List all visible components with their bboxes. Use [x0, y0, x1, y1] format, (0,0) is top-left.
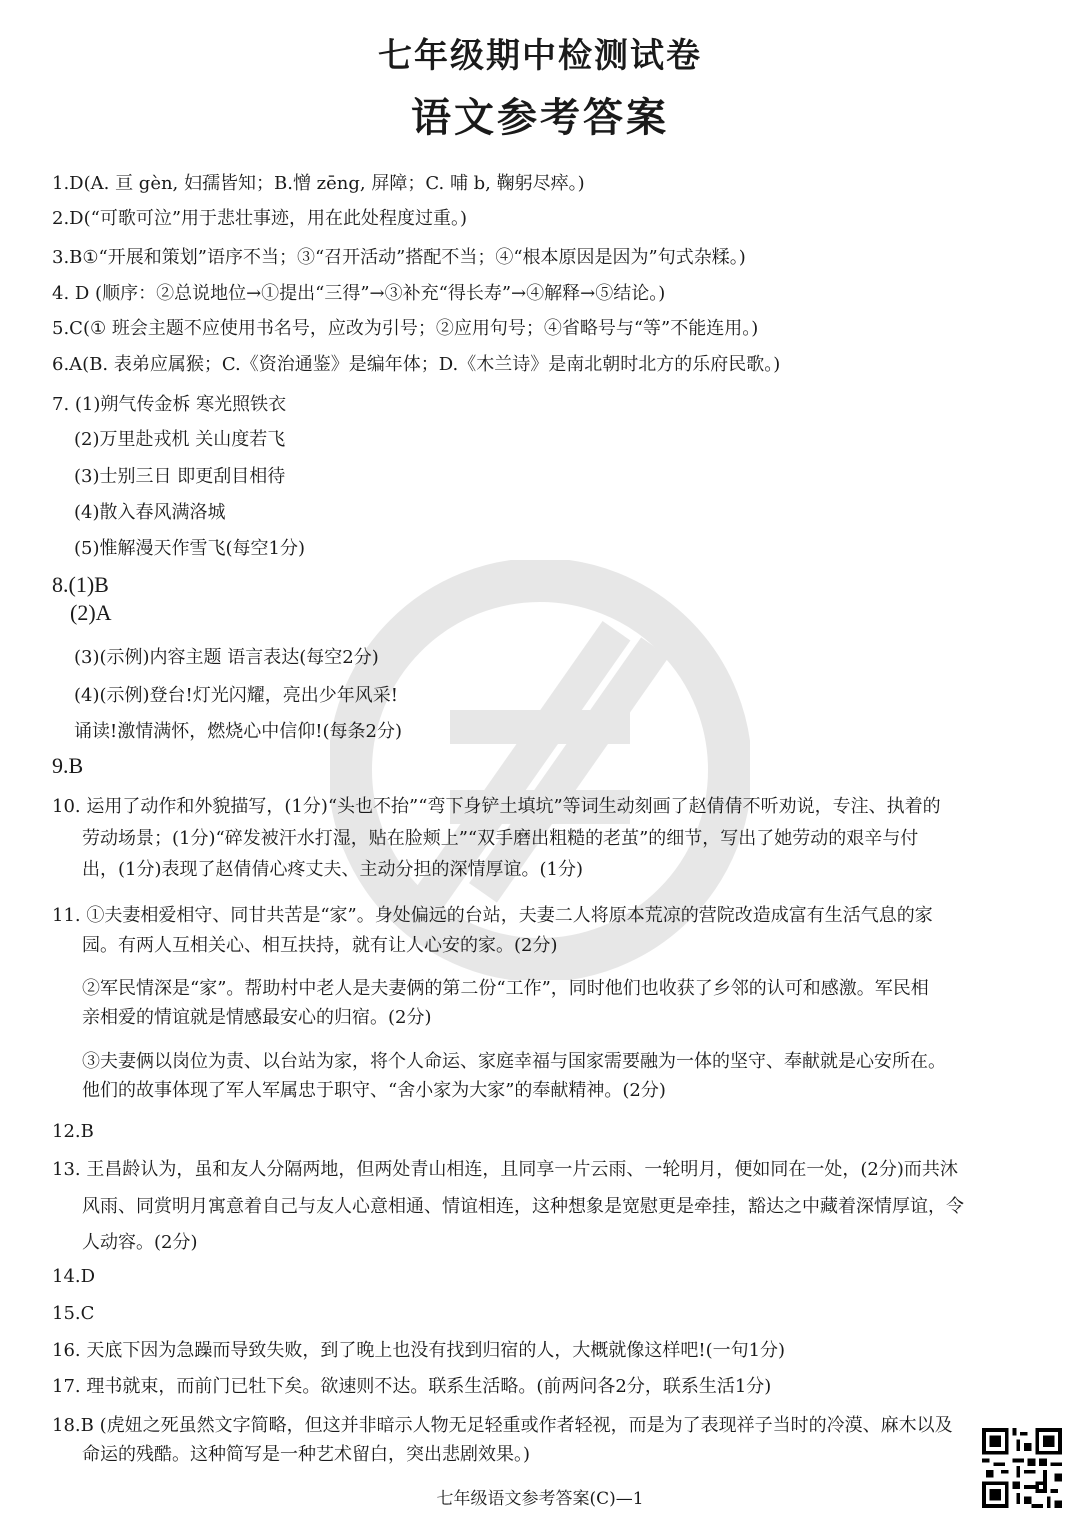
answer-3: 3.B①“开展和策划”语序不当；③“召开活动”搭配不当；④“根本原因是因为”句式杂糅。)	[52, 247, 746, 268]
answer-7-5: (5)惟解漫天作雪飞(每空1分)	[74, 538, 305, 559]
answer-10-line1: 10. 运用了动作和外貌描写，(1分)“头也不抬”“弯下身铲土填坑”等词生动刻画了赵倩倩不听劝说，专注、执着的	[52, 796, 941, 817]
answer-12: 12.B	[52, 1121, 94, 1142]
answer-15: 15.C	[52, 1303, 95, 1324]
answer-11-line4: 亲相爱的情谊就是情感最安心的归宿。(2分)	[82, 1007, 432, 1028]
answer-11-line3: ②军民情深是“家”。帮助村中老人是夫妻俩的第二份“工作”，同时他们也收获了乡邻的认可和感激。军民相	[82, 978, 929, 999]
qr-code-icon[interactable]	[982, 1428, 1062, 1508]
answer-2: 2.D(“可歌可泣”用于悲壮事迹，用在此处程度过重。)	[52, 208, 468, 229]
answer-5: 5.C(① 班会主题不应使用书名号，应改为引号；②应用句号；④省略号与“等”不能连用。)	[52, 318, 759, 339]
exam-title: 七年级期中检测试卷	[378, 36, 702, 76]
answer-8-1: 8.(1)B	[52, 572, 109, 597]
answer-13-line3: 人动容。(2分)	[82, 1232, 198, 1253]
answer-16: 16. 天底下因为急躁而导致失败，到了晚上也没有找到归宿的人，大概就像这样吧!(一句1分)	[52, 1340, 786, 1361]
answer-13-line2: 风雨、同赏明月寓意着自己与友人心意相通、情谊相连，这种想象是宽慰更是牵挂，豁达之中藏着深情厚谊，令	[82, 1196, 964, 1217]
answer-key-title: 语文参考答案	[411, 94, 669, 141]
answer-17: 17. 理书就束，而前门已牡下矣。欲速则不达。联系生活略。(前两问各2分，联系生活1分)	[52, 1376, 772, 1397]
answer-7-4: (4)散入春风满洛城	[74, 502, 226, 523]
answer-14: 14.D	[52, 1266, 96, 1287]
answer-1: 1.D(A. 亘 gèn, 妇孺皆知；B.憎 zēng, 屏障；C. 哺 b, 鞠躬尽瘁。)	[52, 173, 585, 194]
answer-11-line5: ③夫妻俩以岗位为责、以台站为家，将个人命运、家庭幸福与国家需要融为一体的坚守、奉献就是心安所在。	[82, 1051, 946, 1072]
answer-7-3: (3)士别三日 即更刮目相待	[74, 466, 286, 487]
answer-4: 4. D (顺序：②总说地位→①提出“三得”→③补充“得长寿”→④解释→⑤结论。)	[52, 283, 666, 304]
answer-8-2: (2)A	[70, 600, 112, 625]
answer-10-line3: 出，(1分)表现了赵倩倩心疼丈夫、主动分担的深情厚谊。(1分)	[82, 859, 583, 880]
answer-7-1: 7. (1)朔气传金柝 寒光照铁衣	[52, 394, 287, 415]
answer-11-line6: 他们的故事体现了军人军属忠于职守、“舍小家为大家”的奉献精神。(2分)	[82, 1080, 666, 1101]
answer-18-line2: 命运的残酷。这种简写是一种艺术留白，突出悲剧效果。)	[82, 1444, 531, 1465]
answer-8-4: (4)(示例)登台!灯光闪耀，亮出少年风采!	[74, 685, 399, 706]
answer-18-line1: 18.B (虎妞之死虽然文字简略，但这并非暗示人物无足轻重或作者轻视，而是为了表现祥子当时的冷漠、麻木以及	[52, 1415, 953, 1436]
page-footer: 七年级语文参考答案(C)—1	[436, 1489, 644, 1509]
answer-8-3: (3)(示例)内容主题 语言表达(每空2分)	[74, 647, 379, 668]
answer-6: 6.A(B. 表弟应属猴；C.《资治通鉴》是编年体；D.《木兰诗》是南北朝时北方的乐府民歌。)	[52, 354, 781, 375]
answer-11-line2: 园。有两人互相关心、相互扶持，就有让人心安的家。(2分)	[82, 935, 558, 956]
answer-13-line1: 13. 王昌龄认为，虽和友人分隔两地，但两处青山相连，且同享一片云雨、一轮明月，便如同在一处，(2分)而共沐	[52, 1159, 958, 1180]
answer-10-line2: 劳动场景；(1分)“碎发被汗水打湿，贴在脸颊上”“双手磨出粗糙的老茧”的细节，写出了她劳动的艰辛与付	[82, 828, 919, 849]
answer-11-line1: 11. ①夫妻相爱相守、同甘共苦是“家”。身处偏远的台站，夫妻二人将原本荒凉的营院改造成富有生活气息的家	[52, 905, 933, 926]
answer-8-5: 诵读!激情满怀，燃烧心中信仰!(每条2分)	[74, 721, 402, 742]
answer-9: 9.B	[52, 753, 84, 778]
answer-7-2: (2)万里赴戎机 关山度若飞	[74, 429, 286, 450]
